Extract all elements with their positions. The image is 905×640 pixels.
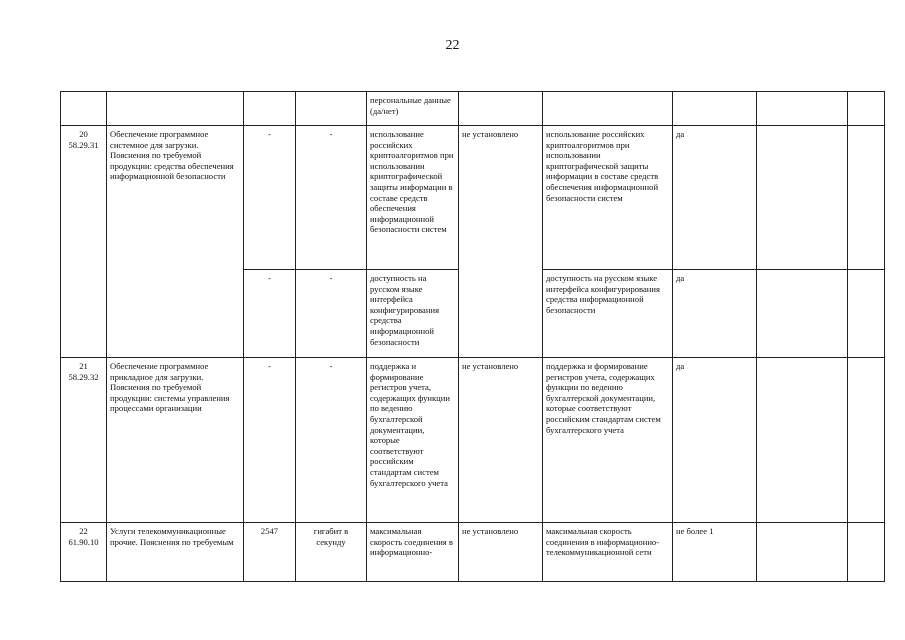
row-code: 61.90.10	[68, 536, 99, 547]
cell-extra-2	[848, 523, 885, 582]
cell-okei-unit: -	[296, 358, 367, 523]
cell-extra-1	[757, 126, 848, 270]
cell-num	[61, 523, 107, 582]
cell-num	[61, 126, 107, 358]
cell-okei-unit: -	[296, 126, 367, 270]
row-number: 20	[79, 129, 88, 139]
cell-extra-1	[757, 92, 848, 126]
cell-num	[61, 358, 107, 523]
cell-extra-2	[848, 358, 885, 523]
cell-char-name: использование российских криптоалгоритмов при использовании криптографической защиты информации в составе средств обеспечения информационной безопасности систем	[367, 126, 459, 270]
cell-char-name: доступность на русском языке интерфейса конфигурирования средства информационной безопасности	[367, 270, 459, 358]
table-row	[61, 358, 885, 523]
table-row	[61, 126, 885, 270]
cell-okei-unit: гигабит в секунду	[296, 523, 367, 582]
cell-name: Обеспечение программное системное для загрузки. Пояснения по требуемой продукции: средства обеспечения информационной безопасности	[107, 126, 244, 358]
requirements-table	[60, 91, 885, 582]
cell-char-value: не установлено	[459, 126, 543, 358]
row-code: 58.29.31	[68, 139, 99, 150]
cell-extra-1	[757, 523, 848, 582]
cell-okei-code	[244, 92, 296, 126]
page-number: 22	[445, 38, 460, 53]
cell-ext-char-value: не более 1	[673, 523, 757, 582]
cell-okei-code: 2547	[244, 523, 296, 582]
cell-ext-char-value: да	[673, 126, 757, 270]
cell-extra-2	[848, 270, 885, 358]
cell-ext-char-value	[673, 92, 757, 126]
cell-ext-char-name: доступность на русском языке интерфейса конфигурирования средства информационной безопасности	[543, 270, 673, 358]
cell-char-name: максимальная скорость соединения в информационно-	[367, 523, 459, 582]
cell-okei-code: -	[244, 270, 296, 358]
cell-extra-2	[848, 126, 885, 270]
table-row	[61, 523, 885, 582]
cell-okei-unit: -	[296, 270, 367, 358]
cell-okei-code: -	[244, 126, 296, 270]
cell-ext-char-name	[543, 92, 673, 126]
cell-char-name: персональные данные (да/нет)	[367, 92, 459, 126]
row-number: 22	[79, 526, 88, 536]
cell-extra-1	[757, 358, 848, 523]
cell-ext-char-name: максимальная скорость соединения в информационно-телекоммуникационной сети	[543, 523, 673, 582]
cell-char-value: не установлено	[459, 523, 543, 582]
row-number: 21	[79, 361, 88, 371]
cell-char-value: не установлено	[459, 358, 543, 523]
cell-char-name: поддержка и формирование регистров учета, содержащих функции по ведению бухгалтерской документации, которые соответствуют российским стандартам систем бухгалтерского учета	[367, 358, 459, 523]
cell-okei-code: -	[244, 358, 296, 523]
cell-extra-1	[757, 270, 848, 358]
cell-name: Услуги телекоммуникационные прочие. Пояснения по требуемым	[107, 523, 244, 582]
cell-name	[107, 92, 244, 126]
row-code: 58.29.32	[68, 371, 99, 382]
table-row	[61, 92, 885, 126]
cell-okei-unit	[296, 92, 367, 126]
cell-ext-char-name: использование российских криптоалгоритмов при использовании криптографической защиты информации в составе средств обеспечения информационной безопасности систем	[543, 126, 673, 270]
cell-char-value	[459, 92, 543, 126]
cell-extra-2	[848, 92, 885, 126]
cell-ext-char-value: да	[673, 358, 757, 523]
cell-ext-char-name: поддержка и формирование регистров учета, содержащих функции по ведению бухгалтерской документации, которые соответствуют российским стандартам систем бухгалтерского учета	[543, 358, 673, 523]
cell-ext-char-value: да	[673, 270, 757, 358]
cell-name: Обеспечение программное прикладное для загрузки. Пояснения по требуемой продукции: системы управления процессами организации	[107, 358, 244, 523]
cell-num	[61, 92, 107, 126]
